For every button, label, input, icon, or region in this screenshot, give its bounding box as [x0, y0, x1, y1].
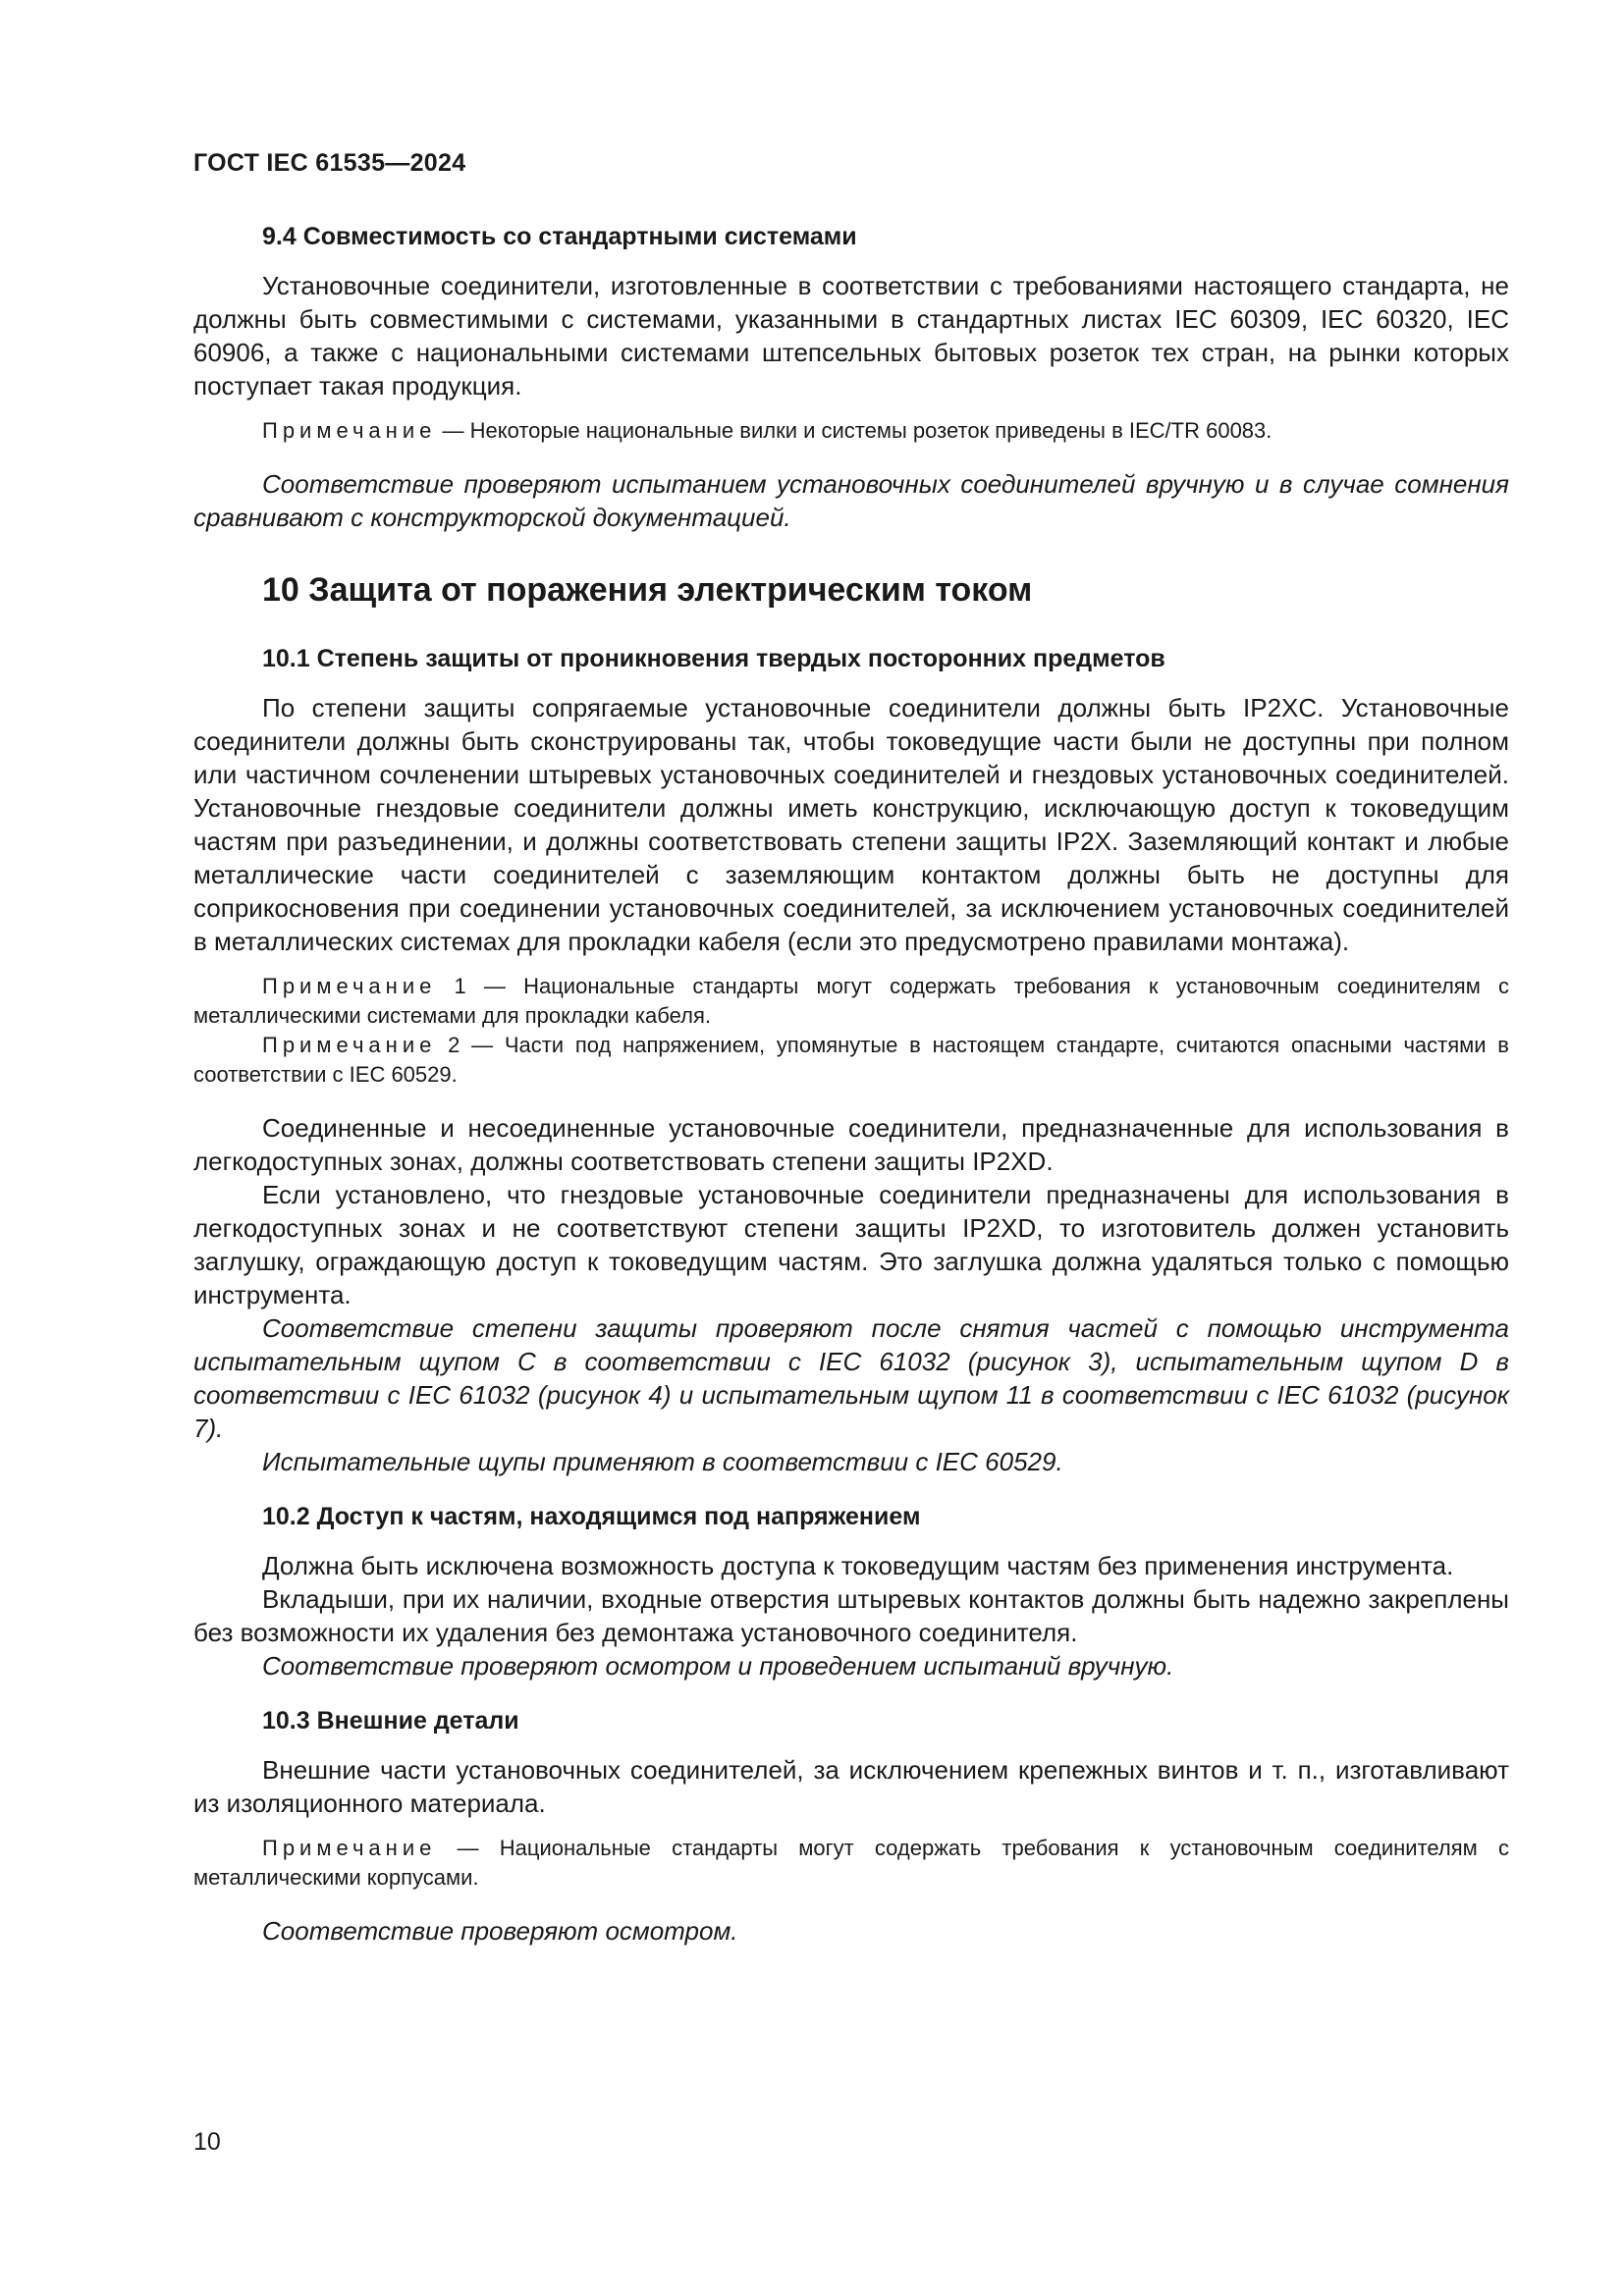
- section-10-1-compliance-2: Испытательные щупы применяют в соответствии с IEC 60529.: [262, 1447, 1063, 1476]
- note-text: — Некоторые национальные вилки и системы розеток приведены в IEC/TR 60083.: [436, 418, 1272, 443]
- section-10-title: 10 Защита от поражения электрическим током: [262, 571, 1033, 609]
- section-10-3-title: 10.3 Внешние детали: [262, 1707, 519, 1735]
- note-text: — Национальные стандарты могут содержать требования к установочным соединителям с металлическими корпусами.: [193, 1836, 1509, 1890]
- section-10-1-title: 10.1 Степень защиты от проникновения твердых посторонних предметов: [262, 645, 1165, 672]
- section-10-3-compliance: Соответствие проверяют осмотром.: [262, 1916, 738, 1946]
- page-number: 10: [193, 2128, 221, 2156]
- section-9-4-title: 9.4 Совместимость со стандартными системами: [262, 223, 857, 250]
- note-label: Примечание: [262, 1033, 437, 1057]
- page-content: [193, 220, 1509, 1948]
- section-9-4-compliance: Соответствие проверяют испытанием установочных соединителей вручную и в случае сомнения сравнивают с конструкторской документацией.: [193, 469, 1509, 532]
- section-9-4-paragraph: Установочные соединители, изготовленные в соответствии с требованиями настоящего стандарта, не должны быть совместимыми с системами, указанными в стандартных листах IEC 60309, IEC 60320, IEC 60906, а также с национальными системами штепсельных бытовых розеток тех стран, на рынки которых поступает такая продукция.: [193, 271, 1509, 400]
- section-10-1-paragraph-3: Если установлено, что гнездовые установочные соединители предназначены для использования в легкодоступных зонах и не соответствуют степени защиты IP2XD, то изготовитель должен установить заглушку, ограждающую доступ к токоведущим частям. Это заглушка должна удаляться только с помощью инструмента.: [193, 1180, 1509, 1309]
- section-10-1-paragraph-1: По степени защиты сопрягаемые установочные соединители должны быть IP2XC. Установочные соединители должны быть сконструированы так, чтобы токоведущие части были не доступны при полном или частичном сочленении штыревых установочных соединителей и гнездовых установочных соединителей. Установочные гнездовые соединители должны иметь конструкцию, исключающую доступ к токоведущим частям при разъединении, и должны соответствовать степени защиты IP2X. Заземляющий контакт и любые металлические части соединителей с заземляющим контактом должны быть не доступны для соприкосновения при соединении установочных соединителей, за исключением установочных соединителей в металлических системах для прокладки кабеля (если это предусмотрено правилами монтажа).: [193, 693, 1509, 956]
- section-10-1-note-1: [193, 972, 1509, 1031]
- section-10-3-note: [193, 1834, 1509, 1893]
- section-10-3-paragraph: Внешние части установочных соединителей, за исключением крепежных винтов и т. п., изготавливают из изоляционного материала.: [193, 1755, 1509, 1818]
- section-10-2-paragraph-1: Должна быть исключена возможность доступа к токоведущим частям без применения инструмента.: [262, 1551, 1454, 1580]
- section-10-1-paragraph-2: Соединенные и несоединенные установочные соединители, предназначенные для использования в легкодоступных зонах, должны соответствовать степени защиты IP2XD.: [193, 1113, 1509, 1176]
- section-10-1-note-2: [193, 1031, 1509, 1090]
- section-10-2-title: 10.2 Доступ к частям, находящимся под напряжением: [262, 1503, 921, 1530]
- section-10-2-paragraph-2: Вкладыши, при их наличии, входные отверстия штыревых контактов должны быть надежно закреплены без возможности их удаления без демонтажа установочного соединителя.: [193, 1584, 1509, 1647]
- note-text: 2 — Части под напряжением, упомянутые в настоящем стандарте, считаются опасными частями в соответствии с IEC 60529.: [193, 1033, 1509, 1087]
- note-text: 1 — Национальные стандарты могут содержать требования к установочным соединителям с металлическими системами для прокладки кабеля.: [193, 974, 1509, 1028]
- note-label: Примечание: [262, 1836, 437, 1860]
- section-10-1-compliance-1: Соответствие степени защиты проверяют после снятия частей с помощью инструмента испытательным щупом C в соответствии с IEC 61032 (рисунок 3), испытательным щупом D в соответствии с IEC 61032 (рисунок 4) и испытательным щупом 11 в соответствии с IEC 61032 (рисунок 7).: [193, 1313, 1509, 1443]
- section-10-2-compliance: Соответствие проверяют осмотром и проведением испытаний вручную.: [262, 1651, 1174, 1681]
- note-label: Примечание: [262, 418, 437, 443]
- section-9-4-note: [193, 416, 1509, 446]
- page-header-standard-id: ГОСТ IEC 61535—2024: [193, 149, 466, 177]
- note-label: Примечание: [262, 974, 437, 998]
